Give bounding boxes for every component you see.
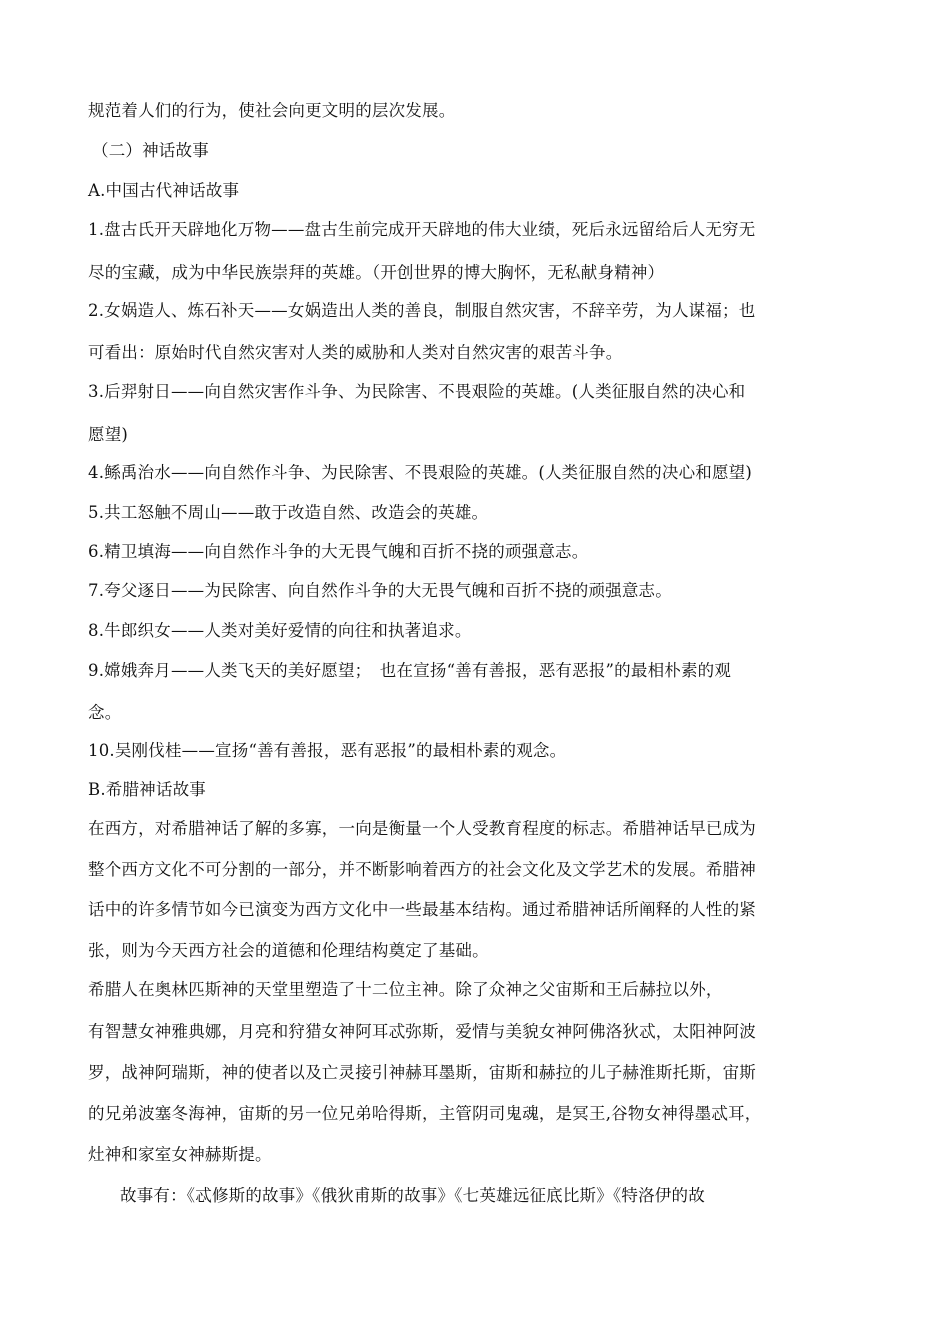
- list-item: 5.共工怒触不周山——敢于改造自然、改造会的英雄。: [88, 503, 489, 522]
- paragraph-line: 罗，战神阿瑞斯，神的使者以及亡灵接引神赫耳墨斯，宙斯和赫拉的儿子赫淮斯托斯，宙斯: [88, 1063, 756, 1082]
- paragraph-line: 故事有：《忒修斯的故事》《俄狄甫斯的故事》《七英雄远征底比斯》《特洛伊的故: [120, 1186, 705, 1205]
- list-item: 9.嫦娥奔月——人类飞天的美好愿望； 也在宣扬“善有善报，恶有恶报”的最相朴素的观: [88, 661, 732, 680]
- text-line: 规范着人们的行为，使社会向更文明的层次发展。: [88, 101, 456, 120]
- subsection-heading: B.希腊神话故事: [88, 780, 206, 799]
- list-item: 2.女娲造人、炼石补天——女娲造出人类的善良，制服自然灾害，不辞辛劳，为人谋福；也: [88, 301, 756, 320]
- paragraph-line: 灶神和家室女神赫斯提。: [88, 1145, 272, 1164]
- paragraph-line: 希腊人在奥林匹斯神的天堂里塑造了十二位主神。除了众神之父宙斯和王后赫拉以外，: [88, 980, 723, 999]
- list-item: 10.吴刚伐桂——宣扬“善有善报，恶有恶报”的最相朴素的观念。: [88, 741, 567, 760]
- list-item-continuation: 可看出：原始时代自然灾害对人类的威胁和人类对自然灾害的艰苦斗争。: [88, 343, 623, 362]
- paragraph-line: 话中的许多情节如今已演变为西方文化中一些最基本结构。通过希腊神话所阐释的人性的紧: [88, 900, 756, 919]
- paragraph-line: 有智慧女神雅典娜，月亮和狩猎女神阿耳忒弥斯，爱情与美貌女神阿佛洛狄忒，太阳神阿波: [88, 1022, 756, 1041]
- list-item: 6.精卫填海——向自然作斗争的大无畏气魄和百折不挠的顽强意志。: [88, 542, 589, 561]
- paragraph-line: 在西方，对希腊神话了解的多寡，一向是衡量一个人受教育程度的标志。希腊神话早已成为: [88, 819, 756, 838]
- list-item: 3.后羿射日——向自然灾害作斗争、为民除害、不畏艰险的英雄。(人类征服自然的决心和: [88, 382, 746, 401]
- list-item: 8.牛郎织女——人类对美好爱情的向往和执著追求。: [88, 621, 472, 640]
- list-item-continuation: 尽的宝藏，成为中华民族崇拜的英雄。（开创世界的博大胸怀，无私献身精神）: [88, 263, 665, 282]
- list-item: 7.夸父逐日——为民除害、向自然作斗争的大无畏气魄和百折不挠的顽强意志。: [88, 581, 672, 600]
- paragraph-line: 整个西方文化不可分割的一部分，并不断影响着西方的社会文化及文学艺术的发展。希腊神: [88, 860, 756, 879]
- list-item: 4.鲧禹治水——向自然作斗争、为民除害、不畏艰险的英雄。(人类征服自然的决心和愿望): [88, 463, 753, 482]
- list-item-continuation: 念。: [88, 703, 122, 722]
- list-item-continuation: 愿望): [88, 425, 129, 444]
- paragraph-line: 张，则为今天西方社会的道德和伦理结构奠定了基础。: [88, 941, 489, 960]
- section-heading: （二）神话故事: [92, 141, 209, 160]
- subsection-heading: A.中国古代神话故事: [88, 181, 240, 200]
- paragraph-line: 的兄弟波塞冬海神，宙斯的另一位兄弟哈得斯，主管阴司鬼魂，是冥王,谷物女神得墨忒耳，: [88, 1104, 762, 1123]
- list-item: 1.盘古氏开天辟地化万物——盘古生前完成开天辟地的伟大业绩，死后永远留给后人无穷无: [88, 220, 756, 239]
